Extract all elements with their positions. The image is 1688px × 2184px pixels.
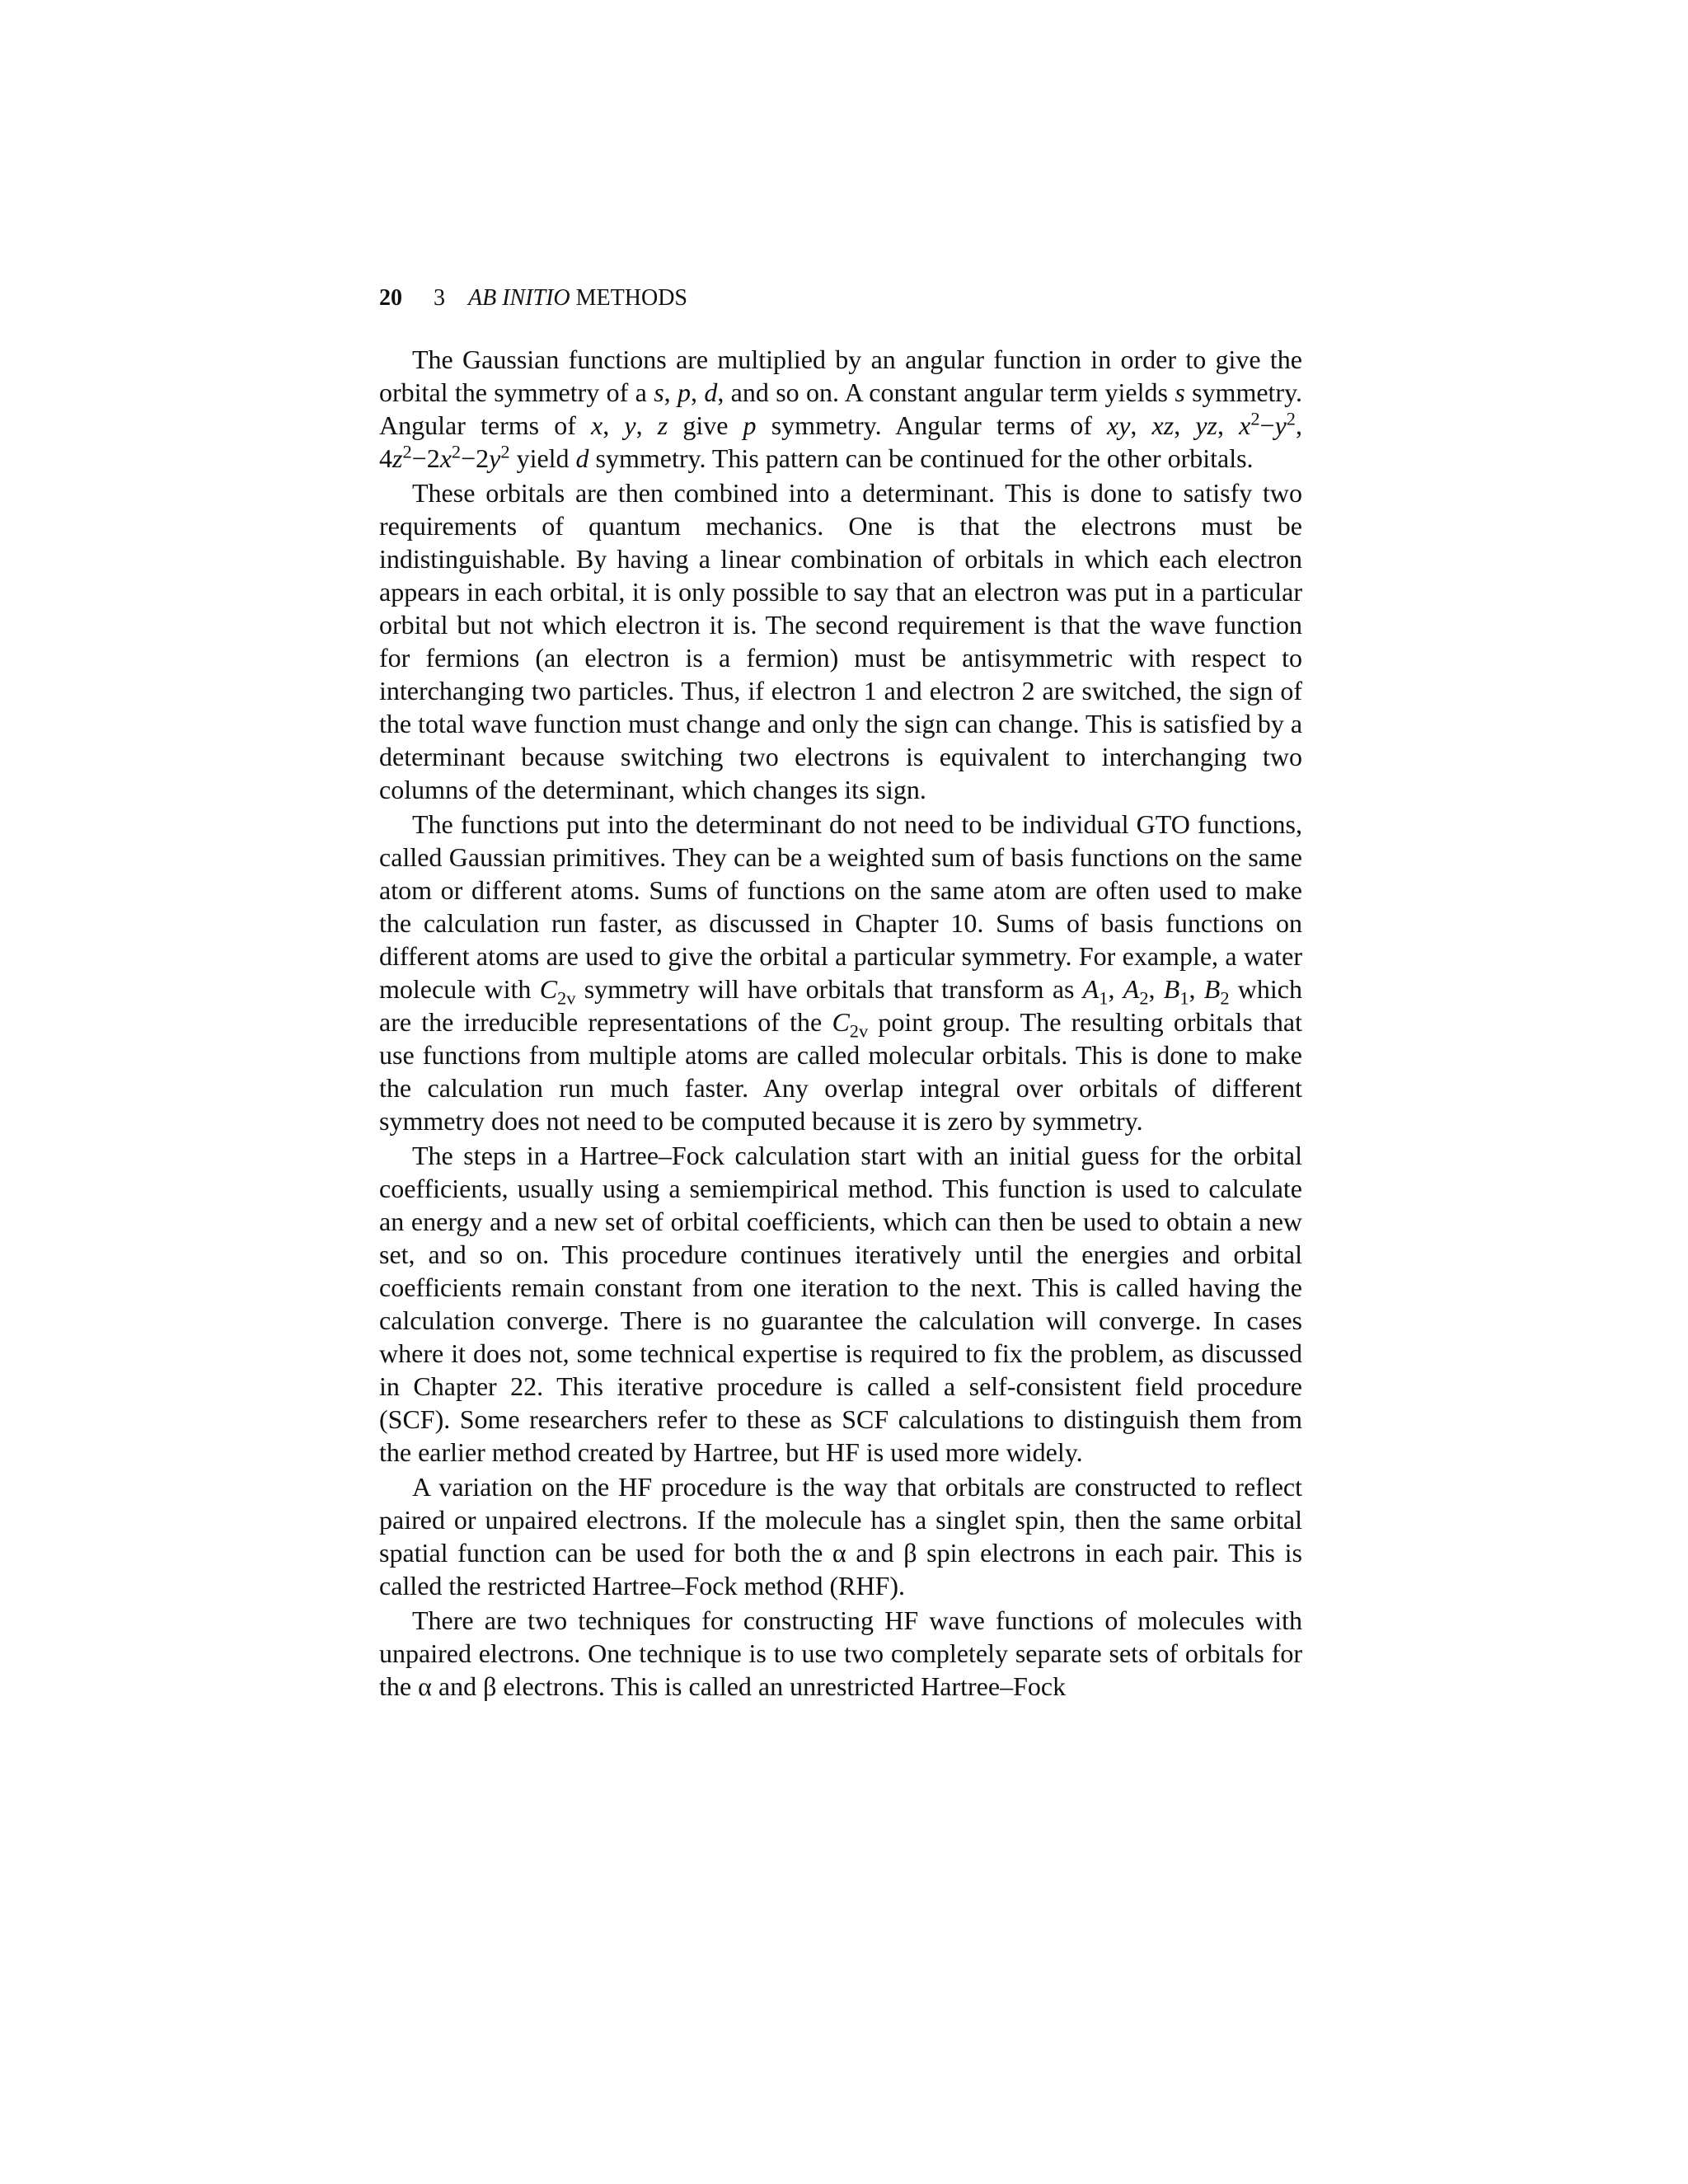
superscript: 2	[402, 441, 412, 462]
subscript: 1	[1099, 987, 1109, 1009]
italic-text: xz	[1151, 410, 1175, 440]
subscript: 2	[1139, 987, 1149, 1009]
italic-text: B	[1163, 974, 1180, 1004]
text-run: ,	[663, 377, 678, 407]
text-run: ,	[635, 410, 658, 440]
subscript: 2v	[557, 987, 576, 1009]
text-run: −2	[411, 443, 440, 473]
subscript: 1	[1179, 987, 1189, 1009]
text-run: point group. The resulting orbitals that use functions from multiple atoms are called molecular orbitals. This is done to make the calculation run much faster. Any overlap integral over orbitals of different symmetry does not need to be computed because it is zero by symmetry.	[379, 1007, 1302, 1136]
paragraph	[379, 1604, 1302, 1703]
italic-text: C	[832, 1007, 850, 1037]
italic-text: yz	[1195, 410, 1217, 440]
italic-text: xy	[1107, 410, 1131, 440]
page-body	[379, 284, 1302, 1703]
italic-text: A	[1123, 974, 1140, 1004]
italic-text: B	[1203, 974, 1221, 1004]
text-run: symmetry will have orbitals that transform as	[575, 974, 1083, 1004]
text-run: ,	[1174, 410, 1196, 440]
text-run: −2	[461, 443, 490, 473]
italic-text: C	[539, 974, 558, 1004]
text-run: yield	[509, 443, 576, 473]
italic-text: s	[654, 377, 664, 407]
text-run: symmetry. Angular terms of	[756, 410, 1107, 440]
paragraph	[379, 1470, 1302, 1602]
chapter-number: 3	[434, 285, 445, 311]
text-run: The steps in a Hartree–Fock calculation start with an initial guess for the orbital coefficients, usually using a semiempirical method. This function is used to calculate an energy and a new set of orbital coefficients, which can then be used to obtain a new set, and so on. This procedure continues iteratively until the energies and orbital coefficients remain constant from one iteration to the next. This is called having the calculation converge. There is no guarantee the calculation will converge. In cases where it does not, some technical expertise is required to fix the problem, as discussed in Chapter 22. This iterative procedure is called a self-consistent field procedure (SCF). Some researchers refer to these as SCF calculations to distinguish them from the earlier method created by Hartree, but HF is used more widely.	[379, 1141, 1302, 1467]
paragraph	[379, 808, 1302, 1137]
italic-text: p	[743, 410, 757, 440]
italic-text: x	[439, 443, 452, 473]
text-run: ,	[1217, 410, 1240, 440]
running-head	[379, 284, 1302, 313]
italic-text: A	[1082, 974, 1100, 1004]
italic-text: d	[575, 443, 589, 473]
italic-text: s	[1175, 377, 1185, 407]
italic-text: y	[1274, 410, 1287, 440]
text-run: A variation on the HF procedure is the way that orbitals are constructed to reflect paired or unpaired electrons. If the molecule has a singlet spin, then the same orbital spatial function can be used for both the α and β spin electrons in each pair. This is called the restricted Hartree–Fock method (RHF).	[379, 1472, 1303, 1601]
italic-text: x	[1239, 410, 1251, 440]
italic-text: y	[489, 443, 501, 473]
italic-text: p	[677, 377, 691, 407]
text-run: which are the irreducible representations of the	[379, 974, 1303, 1037]
text-run: ,	[603, 410, 625, 440]
italic-text: d	[704, 377, 718, 407]
italic-text: z	[657, 410, 668, 440]
text-run: ,	[1130, 410, 1152, 440]
superscript: 2	[451, 441, 462, 462]
text-run: These orbitals are then combined into a determinant. This is done to satisfy two requirements of quantum mechanics. One is that the electrons must be indistinguishable. By having a linear combination of orbitals in which each electron appears in each orbital, it is only possible to say that an electron was put in a particular orbital but not which electron it is. The second requirement is that the wave function for fermions (an electron is a fermion) must be antisymmetric with respect to interchanging two particles. Thus, if electron 1 and electron 2 are switched, the sign of the total wave function must change and only the sign can change. This is satisfied by a determinant because switching two electrons is equivalent to interchanging two columns of the determinant, which changes its sign.	[379, 478, 1303, 804]
chapter-title-rest: METHODS	[575, 285, 687, 311]
body-text	[379, 343, 1302, 1703]
text-run: , and so on. A constant angular term yields	[717, 377, 1175, 407]
paragraph	[379, 343, 1302, 475]
text-run: give	[668, 410, 743, 440]
superscript: 2	[500, 441, 510, 462]
paragraph	[379, 1139, 1302, 1469]
text-run: The functions put into the determinant do not need to be individual GTO functions, called Gaussian primitives. They can be a weighted sum of basis functions on the same atom or different atoms. Sums of functions on the same atom are often used to make the calculation run faster, as discussed in Chapter 10. Sums of basis functions on different atoms are used to give the orbital a particular symmetry. For example, a water molecule with	[379, 809, 1302, 1004]
page-number: 20	[379, 285, 402, 311]
superscript: 2	[1250, 408, 1260, 429]
italic-text: y	[624, 410, 636, 440]
text-run: ,	[1108, 974, 1123, 1004]
subscript: 2	[1220, 987, 1230, 1009]
subscript: 2v	[849, 1020, 869, 1042]
text-run: symmetry. This pattern can be continued for the other orbitals.	[588, 443, 1254, 473]
text-run: ,	[1148, 974, 1164, 1004]
text-run: −	[1259, 410, 1275, 440]
text-run: symmetry. Angular terms of	[379, 377, 1303, 440]
superscript: 2	[1286, 408, 1296, 429]
italic-text: z	[392, 443, 403, 473]
paragraph	[379, 476, 1302, 806]
text-run: The Gaussian functions are multiplied by an angular function in order to give the orbital the symmetry of a	[379, 344, 1302, 407]
text-run: ,	[1189, 974, 1204, 1004]
text-run: There are two techniques for constructing HF wave functions of molecules with unpaired electrons. One technique is to use two completely separate sets of orbitals for the α and β electrons. This is called an unrestricted Hartree–Fock	[379, 1605, 1302, 1701]
text-run: ,	[690, 377, 705, 407]
italic-text: x	[591, 410, 603, 440]
text-run: , 4	[379, 410, 1302, 473]
chapter-title-italic: AB INITIO	[468, 285, 570, 311]
